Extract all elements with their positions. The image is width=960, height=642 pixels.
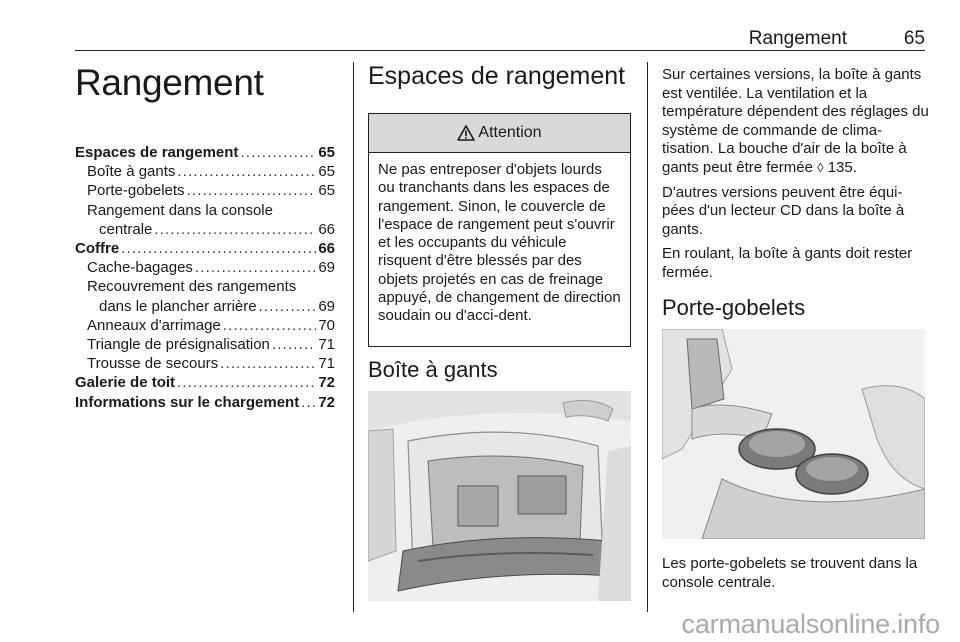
header-section-title: Rangement	[748, 28, 847, 49]
warning-title: Attention	[478, 124, 542, 141]
header-page-number: 65	[903, 28, 925, 49]
glovebox-illustration	[368, 391, 631, 601]
section-heading-cupholders: Porte-gobelets	[662, 295, 806, 320]
toc-entry-page: 66	[318, 240, 335, 258]
cupholder-illustration	[662, 329, 925, 539]
toc-entry[interactable]	[75, 373, 335, 392]
running-header	[75, 26, 925, 51]
toc-entry-label: Porte-gobelets	[87, 182, 185, 200]
toc-entry[interactable]	[75, 143, 335, 162]
toc-entry-label: Boîte à gants	[87, 163, 176, 181]
section-heading-storage: Espaces de rangement	[368, 62, 626, 90]
warning-box	[368, 113, 631, 347]
toc-entry-label: Trousse de secours	[87, 355, 219, 373]
toc-entry-page: 66	[318, 220, 335, 238]
toc-entry-label-line1: Recouvrement des rangements	[87, 278, 297, 296]
chapter-title: Rangement	[75, 62, 264, 103]
toc-entry-label: Informations sur le chargement	[75, 393, 300, 411]
table-of-contents	[75, 143, 335, 412]
warning-header	[369, 114, 630, 153]
toc-entry-label: Cache-bagages	[87, 259, 193, 277]
toc-entry-label: Coffre	[75, 240, 120, 258]
glovebox-drawing	[368, 391, 631, 601]
toc-entry-page: 70	[318, 316, 335, 334]
toc-entry-label: dans le plancher arrière	[99, 297, 257, 315]
toc-entry[interactable]	[75, 393, 335, 412]
toc-entry-page: 65	[318, 182, 335, 200]
toc-entry-label: Galerie de toit	[75, 374, 176, 392]
toc-entry-page: 71	[318, 355, 335, 373]
watermark: carmanualsonline.info	[681, 609, 940, 639]
warning-triangle-icon	[457, 125, 475, 141]
page-reference-icon: ◊	[817, 159, 824, 175]
toc-entry-page: 71	[318, 336, 335, 354]
glovebox-paragraph-3: En roulant, la boîte à gants doit rester fermée.	[662, 245, 913, 281]
toc-entry[interactable]	[75, 335, 335, 354]
glovebox-paragraph-1: Sur certaines versions, la boîte à gants est ventilée. La ventilation et la température dépendent des réglages du système de commande de clima-tisation. La bouche d'air de la boîte à gants peut être fermée ◊ 135.	[662, 66, 929, 176]
toc-entry-page: 69	[318, 259, 335, 277]
toc-entry-page: 65	[318, 144, 335, 161]
toc-entry[interactable]	[75, 316, 335, 335]
glovebox-paragraph-2: D'autres versions peuvent être équi-pées d'un lecteur CD dans la boîte à gants.	[662, 183, 905, 238]
toc-entry-label: Anneaux d'arrimage	[87, 316, 221, 334]
cupholder-text: Les porte-gobelets se trouvent dans la console centrale.	[662, 555, 918, 591]
toc-entry[interactable]	[75, 297, 335, 316]
column-divider	[353, 62, 354, 612]
cupholder-drawing	[662, 329, 925, 539]
column-divider	[647, 62, 648, 612]
section-heading-glovebox: Boîte à gants	[368, 357, 498, 382]
toc-entry[interactable]	[75, 162, 335, 181]
toc-entry[interactable]	[75, 239, 335, 258]
toc-entry-label-line1: Rangement dans la console	[87, 201, 273, 219]
page-reference[interactable]: 135.	[827, 158, 857, 176]
toc-entry[interactable]	[75, 220, 335, 239]
glovebox-text-column	[662, 66, 930, 289]
toc-entry-label: Triangle de présignalisation	[87, 336, 270, 354]
toc-entry-label: Espaces de rangement	[75, 144, 239, 161]
toc-entry[interactable]	[75, 354, 335, 373]
toc-entry[interactable]	[75, 181, 335, 200]
toc-entry-page: 72	[318, 393, 335, 411]
toc-entry-page: 69	[318, 297, 335, 315]
warning-text: Ne pas entreposer d'objets lourds ou tranchants dans les espaces de rangement. Sinon, le couvercle de l'espace de rangement peut s'ouvrir et les occupants du véhicule risquent d'être blessés par des objets projetés en cas de freinage appuyé, de changement de direction soudain ou d'acci-dent.	[378, 161, 621, 325]
toc-entry-label: centrale	[99, 220, 153, 238]
storage-column	[368, 62, 633, 91]
toc-entry-page: 72	[318, 374, 335, 392]
toc-entry-page: 65	[318, 163, 335, 181]
toc-entry[interactable]	[75, 258, 335, 277]
